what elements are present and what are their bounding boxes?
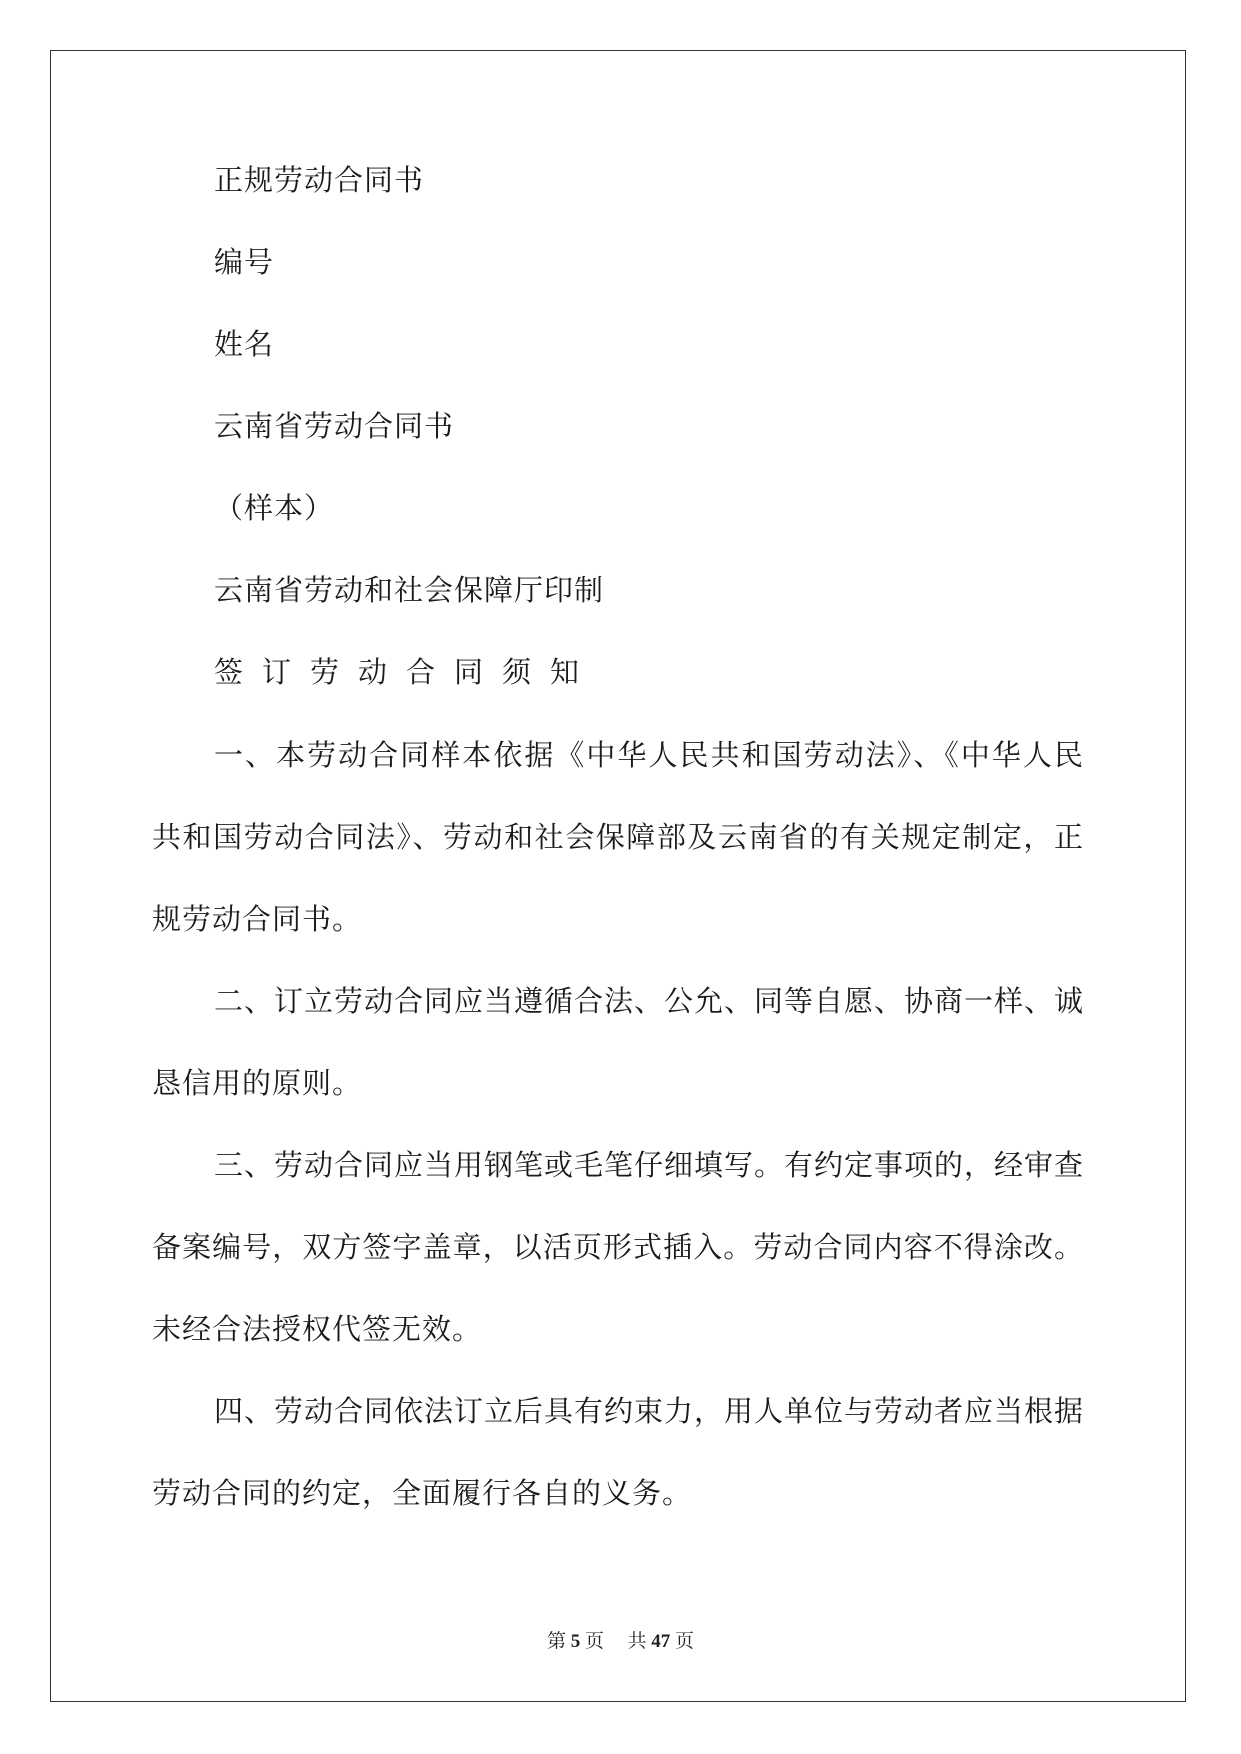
- notice-heading: 签订劳动合同须知: [214, 655, 599, 689]
- paragraph-1: 一、本劳动合同样本依据《中华人民共和国劳动法》、《中华人民共和国劳动合同法》、劳动和社会保障部及云南省的有关规定制定，正规劳动合同书。: [152, 738, 1084, 936]
- page-suffix: 页: [584, 1631, 604, 1652]
- paragraph-2: 二、订立劳动合同应当遵循合法、公允、同等自愿、协商一样、诚恳信用的原则。: [152, 984, 1085, 1100]
- paragraph-4: 四、劳动合同依法订立后具有约束力，用人单位与劳动者应当根据劳动合同的约定，全面履行各自的义务。: [152, 1394, 1085, 1510]
- page-footer: [0, 1626, 1241, 1653]
- document-title: 正规劳动合同书: [214, 163, 425, 197]
- total-suffix: 页: [675, 1631, 695, 1652]
- page-prefix: 第: [546, 1631, 566, 1652]
- sample-note: （样本）: [214, 491, 335, 525]
- name-label: 姓名: [214, 327, 275, 361]
- issuer-line: 云南省劳动和社会保障厅印制: [214, 573, 605, 607]
- document-body: [152, 160, 1084, 1554]
- paragraph-3: 三、劳动合同应当用钢笔或毛笔仔细填写。有约定事项的，经审查备案编号，双方签字盖章，以活页形式插入。劳动合同内容不得涂改。未经合法授权代签无效。: [152, 1148, 1085, 1346]
- total-pages: 47: [651, 1631, 671, 1652]
- page-number: 5: [570, 1631, 581, 1652]
- document-subtitle: 云南省劳动合同书: [214, 409, 455, 443]
- number-label: 编号: [214, 245, 275, 279]
- total-prefix: 共: [627, 1631, 647, 1652]
